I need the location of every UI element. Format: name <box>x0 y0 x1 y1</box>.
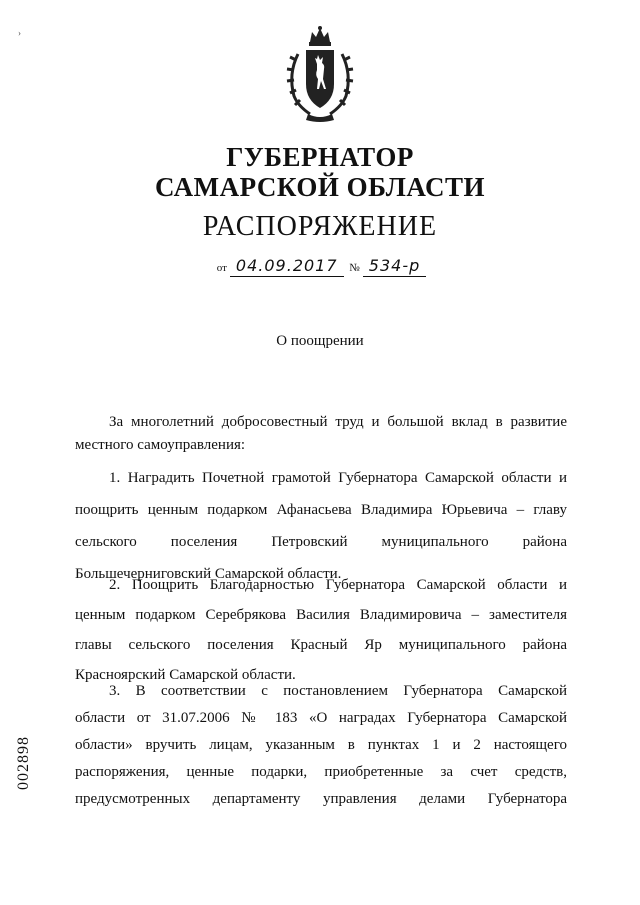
item-1-paragraph <box>75 467 567 586</box>
number-prefix: № <box>349 262 360 274</box>
date-prefix: от <box>216 262 227 274</box>
text-line: поощрить ценным подарком Афанасьева Владимира Юрьевича – главу <box>75 502 567 518</box>
text-line: Красноярский Самарской области. <box>75 667 296 683</box>
document-subject: О поощрении <box>276 333 364 349</box>
handwritten-date: 04.09.2017 <box>230 257 344 277</box>
text-line: предусмотренных департаменту управления делами Губернатора <box>75 791 567 807</box>
text-line: области от 31.07.2006 № 183 «О наградах Губернатора Самарской <box>75 710 567 726</box>
text-line: 1. Наградить Почетной грамотой Губернатора Самарской области и <box>109 470 567 486</box>
text-line: 3. В соответствии с постановлением Губернатора Самарской <box>109 683 567 699</box>
corner-mark: › <box>18 28 21 38</box>
document-type: РАСПОРЯЖЕНИЕ <box>202 211 438 242</box>
item-2-paragraph <box>75 574 567 687</box>
text-line: Большечерниговский Самарской области. <box>75 566 342 582</box>
intro-paragraph <box>75 411 567 457</box>
text-line: 2. Поощрить Благодарностью Губернатора Самарской области и <box>109 577 567 593</box>
text-line: сельского поселения Петровский муниципального района <box>75 534 567 550</box>
text-line: области» вручить лицам, указанным в пунктах 1 и 2 настоящего <box>75 737 567 753</box>
text-line: За многолетний добросовестный труд и большой вклад в развитие <box>109 414 567 430</box>
text-line: главы сельского поселения Красный Яр муниципального района <box>75 637 567 653</box>
coat-of-arms-emblem <box>284 24 356 124</box>
text-line: распоряжения, ценные подарки, приобретенные за счет средств, <box>75 764 567 780</box>
date-number-line <box>0 257 640 277</box>
text-line: местного самоуправления: <box>75 437 246 453</box>
item-3-paragraph <box>75 680 567 811</box>
handwritten-number: 534-р <box>363 257 426 277</box>
side-registration-number: 002898 <box>15 736 32 790</box>
header-title-line1: ГУБЕРНАТОР <box>226 142 414 172</box>
header-title-line2: САМАРСКОЙ ОБЛАСТИ <box>154 172 486 202</box>
text-line: ценным подарком Серебрякова Василия Владимировича – заместителя <box>75 607 567 623</box>
